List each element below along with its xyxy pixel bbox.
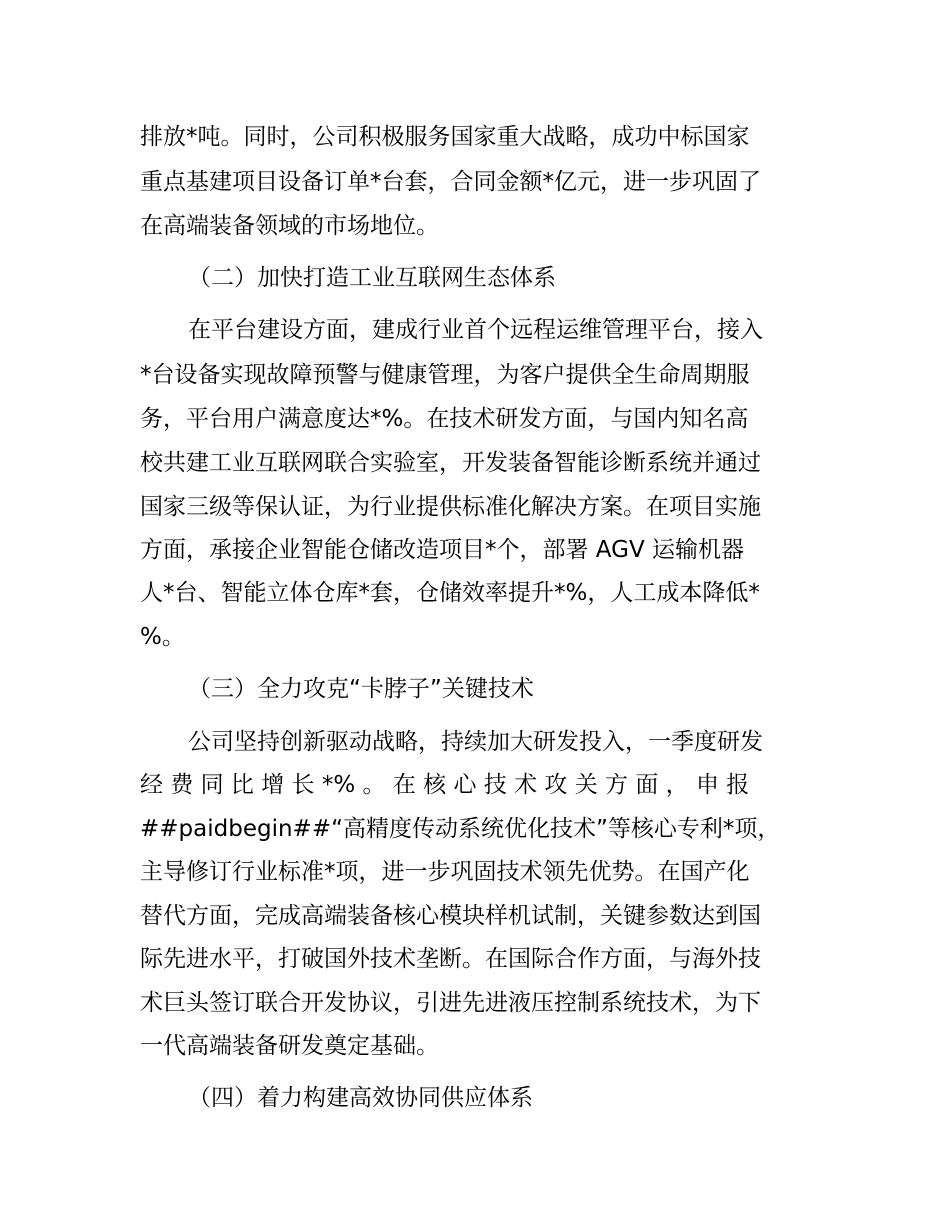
paragraph-3-line-6: 际先进水平，打破国外技术垄断。在国际合作方面，与海外技 bbox=[140, 946, 761, 972]
section-heading-4: （四）着力构建高效协同供应体系 bbox=[188, 1085, 533, 1111]
paragraph-2-line-3: 务，平台用户满意度达*%。在技术研发方面，与国内知名高 bbox=[140, 406, 749, 432]
paragraph-3-line-3: ##paidbegin##“高精度传动系统优化技术”等核心专利*项， bbox=[140, 816, 781, 842]
paragraph-3-line-7: 术巨头签订联合开发协议，引进先进液压控制系统技术，为下 bbox=[140, 990, 761, 1016]
paragraph-3-line-8: 一代高端装备研发奠定基础。 bbox=[140, 1033, 439, 1059]
paragraph-2-line-1: 在平台建设方面，建成行业首个远程运维管理平台，接入 bbox=[188, 317, 763, 343]
paragraph-1-line-1: 排放*吨。同时，公司积极服务国家重大战略，成功中标国家 bbox=[140, 124, 750, 150]
paragraph-2-line-4: 校共建工业互联网联合实验室，开发装备智能诊断系统并通过 bbox=[140, 450, 761, 476]
paragraph-1-line-3: 在高端装备领域的市场地位。 bbox=[140, 213, 439, 239]
paragraph-1-line-2: 重点基建项目设备订单*台套，合同金额*亿元，进一步巩固了 bbox=[140, 169, 761, 195]
paragraph-2-line-2: *台设备实现故障预警与健康管理，为客户提供全生命周期服 bbox=[140, 362, 750, 388]
section-heading-2: （二）加快打造工业互联网生态体系 bbox=[188, 265, 556, 291]
paragraph-3-line-2: 经 费 同 比 增 长 *% 。 在 核 心 技 术 攻 关 方 面 ， 申 报 bbox=[140, 772, 750, 798]
paragraph-2-line-5: 国家三级等保认证，为行业提供标准化解决方案。在项目实施 bbox=[140, 494, 761, 520]
paragraph-3-line-5: 替代方面，完成高端装备核心模块样机试制，关键参数达到国 bbox=[140, 903, 761, 929]
section-heading-3: （三）全力攻克“卡脖子”关键技术 bbox=[188, 676, 534, 702]
paragraph-3-line-1: 公司坚持创新驱动战略，持续加大研发投入，一季度研发 bbox=[188, 729, 763, 755]
paragraph-2-line-8: %。 bbox=[140, 624, 185, 650]
paragraph-2-line-6: 方面，承接企业智能仓储改造项目*个，部署 AGV 运输机器 bbox=[140, 537, 745, 563]
paragraph-2-line-7: 人*台、智能立体仓库*套，仓储效率提升*%，人工成本降低* bbox=[140, 580, 760, 606]
paragraph-3-line-4: 主导修订行业标准*项，进一步巩固技术领先优势。在国产化 bbox=[140, 859, 750, 885]
